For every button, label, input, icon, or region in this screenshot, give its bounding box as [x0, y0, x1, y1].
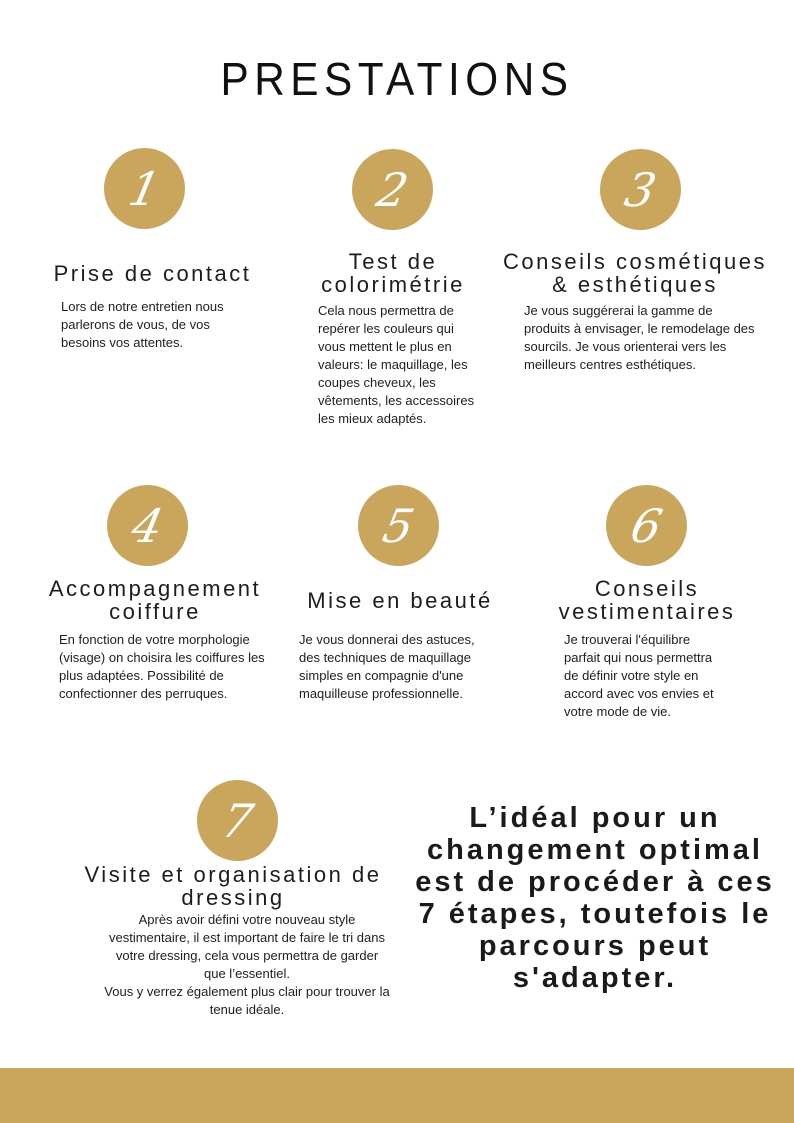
step-1-number: 1	[124, 161, 165, 216]
step-7-description-p2: Vous y verrez également plus clair pour trouver la tenue idéale.	[104, 984, 390, 1017]
step-6-number: 6	[626, 498, 667, 553]
step-7-heading-line2: dressing	[181, 885, 285, 910]
step-1-badge	[104, 148, 185, 229]
step-5-description: Je vous donnerai des astuces, des techniques de maquillage simples en compagnie d'une maquilleuse professionnelle.	[299, 632, 475, 701]
step-1-description: Lors de notre entretien nous parlerons de vous, de vos besoins vos attentes.	[61, 299, 224, 350]
step-6-description: Je trouverai l'équilibre parfait qui nous permettra de définir votre style en accord avec vos envies et votre mode de vie.	[564, 632, 714, 719]
step-3-number: 3	[620, 162, 661, 217]
step-2-description: Cela nous permettra de repérer les couleurs qui vous mettent le plus en valeurs: le maquillage, les coupes cheveux, les vêtements, les accessoires les mieux adaptés.	[318, 303, 475, 426]
step-7-badge	[197, 780, 278, 861]
step-7-description	[104, 911, 390, 1019]
step-5-badge	[358, 485, 439, 566]
step-2-heading-line2: colorimétrie	[321, 272, 465, 297]
step-5-heading-text: Mise en beauté	[307, 588, 493, 613]
step-2-badge	[352, 149, 433, 230]
step-3-heading-line2: & esthétiques	[552, 272, 718, 297]
step-6-badge	[606, 485, 687, 566]
step-4-description: En fonction de votre morphologie (visage) on choisira les coiffures les plus adaptées. Possibilité de confectionner des perruques.	[59, 632, 265, 701]
footer-band	[0, 1068, 794, 1123]
step-3-description: Je vous suggérerai la gamme de produits à envisager, le remodelage des sourcils. Je vous orienterai vers les meilleurs centres esthétiques.	[524, 303, 755, 372]
step-7-heading	[78, 863, 388, 909]
step-7-description-p1: Après avoir défini votre nouveau style vestimentaire, il est important de faire le tri dans votre dressing, cela vous permettra de garder que l’essentiel.	[108, 912, 385, 981]
step-6-heading-line2: vestimentaires	[558, 599, 736, 624]
step-4-heading-line1: Accompagnement	[48, 576, 262, 601]
page-title: PRESTATIONS	[220, 53, 574, 105]
step-7-heading-line1: Visite et organisation de	[84, 862, 382, 887]
step-4-badge	[107, 485, 188, 566]
step-3-badge	[600, 149, 681, 230]
step-3-heading	[500, 250, 770, 296]
step-3-heading-line1: Conseils cosmétiques	[503, 249, 767, 274]
step-2-heading	[300, 250, 486, 296]
step-7-number: 7	[217, 793, 258, 848]
step-4-number: 4	[127, 498, 168, 553]
step-5-heading	[290, 589, 510, 612]
conclusion-text: L’idéal pour un changement optimal est de procéder à ces 7 étapes, toutefois le parcours peut s'adapter.	[415, 802, 775, 994]
step-1-heading	[40, 262, 265, 285]
step-5-number: 5	[378, 498, 419, 553]
step-6-heading	[546, 577, 748, 623]
step-6-heading-line1: Conseils	[594, 576, 700, 601]
step-2-number: 2	[372, 162, 413, 217]
step-4-heading-line2: coiffure	[109, 599, 201, 624]
step-2-heading-line1: Test de	[348, 249, 438, 274]
step-1-heading-text: Prise de contact	[53, 261, 252, 286]
step-4-heading	[40, 577, 270, 623]
